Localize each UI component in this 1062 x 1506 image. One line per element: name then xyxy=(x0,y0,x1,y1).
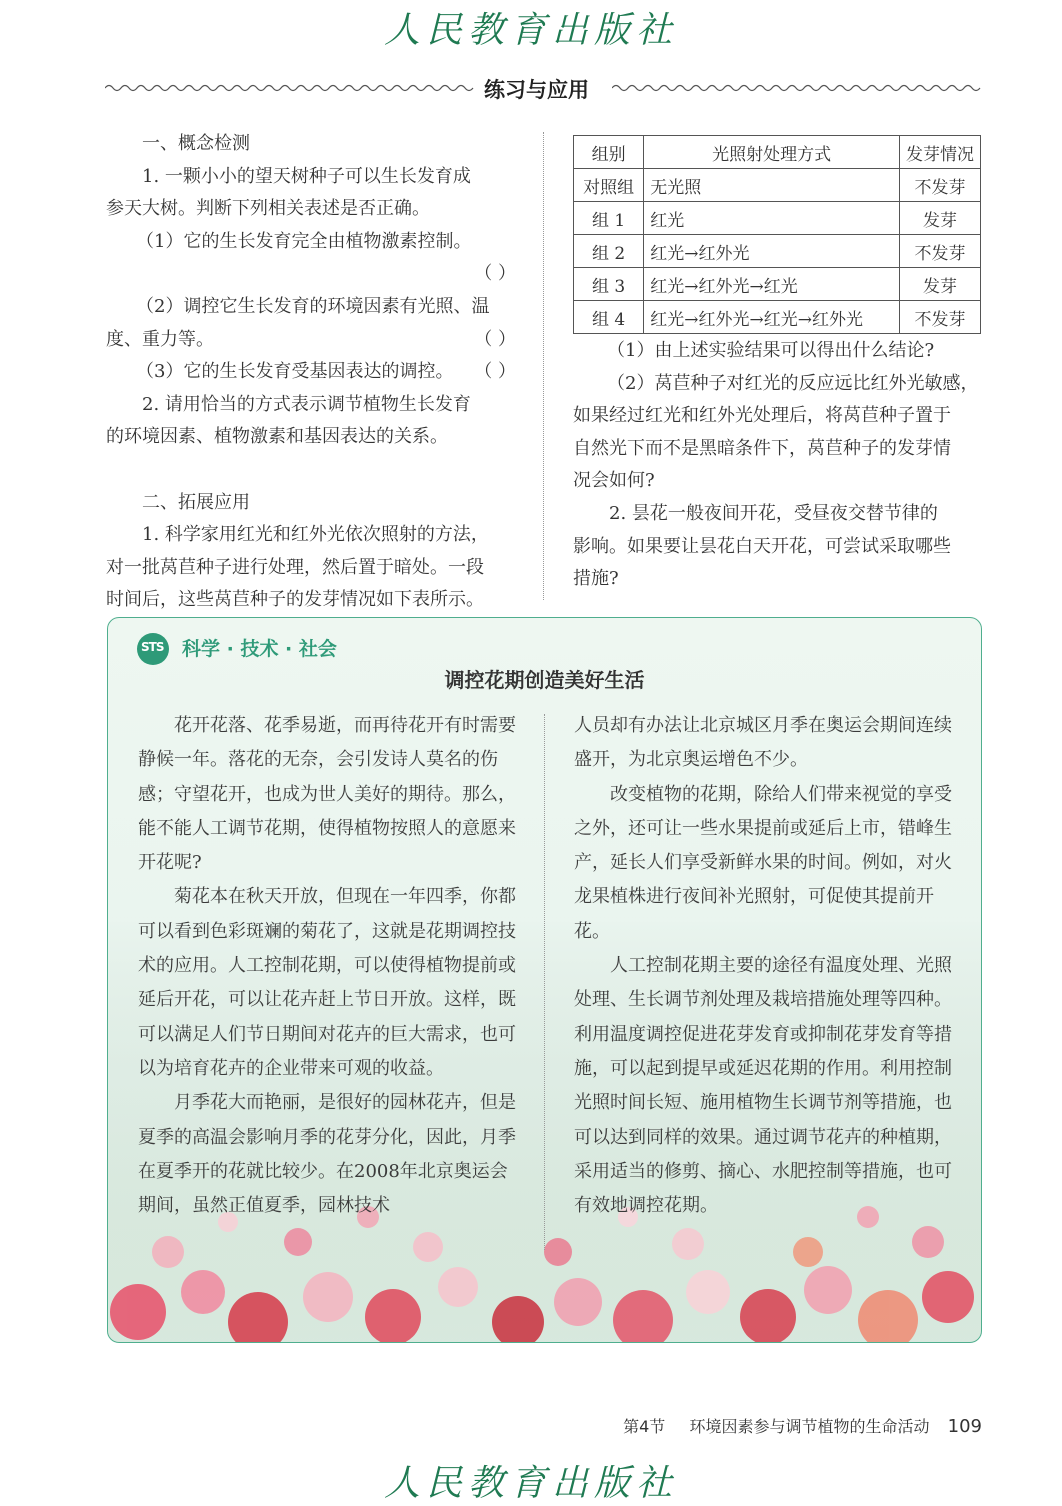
header-group: 组别 xyxy=(574,136,644,169)
wavy-rule-right xyxy=(612,82,982,94)
q1-b-line2 xyxy=(106,324,516,357)
cell-group: 组 4 xyxy=(574,301,644,334)
p2-q1-line3: 时间后，这些莴苣种子的发芽情况如下表所示。 xyxy=(106,589,484,611)
q1-c-text: （3）它的生长发育受基因表达的调控。 xyxy=(136,361,454,383)
spacer xyxy=(106,454,516,487)
q1-2-line4: 况会如何? xyxy=(573,470,655,492)
q2-line2: 影响。如果要让昙花白天开花，可尝试采取哪些 xyxy=(573,535,951,557)
p2-q1-line2: 对一批莴苣种子进行处理，然后置于暗处。一段 xyxy=(106,556,484,578)
sts-paragraph: 花开花落、花季易逝，而再待花开有时需要静候一年。落花的无奈，会引发诗人莫名的伤感；守望花开，也成为世人美好的期待。那么，能不能人工调节花期，使得植物按照人的意愿来开花呢? xyxy=(138,715,516,874)
cell-light: 红光→红外光 xyxy=(644,235,900,268)
table-row xyxy=(574,169,981,202)
q1-line2: 参天大树。判断下列相关表述是否正确。 xyxy=(106,198,430,220)
header-germination: 发芽情况 xyxy=(899,136,980,169)
table-row xyxy=(574,268,981,301)
wavy-rule-left xyxy=(105,82,475,94)
sts-paragraph: 菊花本在秋天开放，但现在一年四季，你都可以看到色彩斑斓的菊花了，这就是花期调控技术的应用。人工控制花期，可以使得植物提前或延后开花，可以让花卉赶上节日开放。这样，既可以满足人们节日期间对花卉的巨大需求，也可以为培育花卉的企业带来可观的收益。 xyxy=(138,886,516,1079)
footer-title: 环境因素参与调节植物的生命活动 xyxy=(689,1417,930,1436)
table-header-row xyxy=(574,136,981,169)
q2-line2: 的环境因素、植物激素和基因表达的关系。 xyxy=(106,426,448,448)
cell-result: 不发芽 xyxy=(899,301,980,334)
section-heading: 练习与应用 xyxy=(484,78,589,102)
q1-b-line1: （2）调控它生长发育的环境因素有光照、温 xyxy=(136,295,490,317)
publisher-logo-bottom: 人民教育出版社 xyxy=(383,1463,678,1504)
cell-light: 红光→红外光→红光 xyxy=(644,268,900,301)
sts-label: 科学 · 技术 · 社会 xyxy=(182,638,337,660)
q1-c-line xyxy=(106,356,516,389)
page-footer xyxy=(623,1414,982,1437)
sts-left-column xyxy=(138,709,516,1223)
part1-heading: 一、概念检测 xyxy=(142,133,250,154)
sts-paragraph: 月季花大而艳丽，是很好的园林花卉，但是夏季的高温会影响月季的花芽分化，因此，月季在夏季开的花就比较少。在2008年北京奥运会期间，虽然正值夏季，园林技术 xyxy=(138,1092,516,1217)
part2-heading: 二、拓展应用 xyxy=(142,491,250,513)
q1-a: （1）它的生长发育完全由植物激素控制。 xyxy=(136,230,472,252)
publisher-logo: 人民教育出版社 xyxy=(383,10,678,51)
answer-paren[interactable]: （ ） xyxy=(474,328,516,350)
cell-result: 发芽 xyxy=(899,268,980,301)
cell-light: 红光→红外光→红光→红外光 xyxy=(644,301,900,334)
answer-paren[interactable]: （ ） xyxy=(474,361,516,383)
table-row xyxy=(574,301,981,334)
q2-line1: 2. 昙花一般夜间开花，受昼夜交替节律的 xyxy=(609,502,938,524)
sts-icon-text: STS xyxy=(141,640,164,654)
q1-1: （1）由上述实验结果可以得出什么结论? xyxy=(607,340,935,361)
footer-section: 第4节 xyxy=(623,1417,666,1436)
cell-result: 不发芽 xyxy=(899,235,980,268)
sts-right-column xyxy=(574,709,952,1223)
q1-line1: 1. 一颗小小的望天树种子可以生长发育成 xyxy=(142,165,471,187)
q1-2-line2: 如果经过红光和红外光处理后，将莴苣种子置于 xyxy=(573,405,951,427)
cell-result: 不发芽 xyxy=(899,169,980,202)
cell-group: 对照组 xyxy=(574,169,644,202)
q1-2-line1: （2）莴苣种子对红光的反应远比红外光敏感， xyxy=(607,372,979,394)
q2-line1: 2. 请用恰当的方式表示调节植物生长发育 xyxy=(142,393,471,415)
cell-result: 发芽 xyxy=(899,202,980,235)
sts-title: 调控花期创造美好生活 xyxy=(444,668,645,692)
answer-paren[interactable]: （ ） xyxy=(474,263,516,285)
page-number: 109 xyxy=(947,1416,982,1437)
cell-light: 无光照 xyxy=(644,169,900,202)
sts-column-divider xyxy=(544,714,545,1250)
table-row xyxy=(574,235,981,268)
sts-paragraph: 人员却有办法让北京城区月季在奥运会期间连续盛开，为北京奥运增色不少。 xyxy=(574,715,952,771)
q1-2-line3: 自然光下而不是黑暗条件下，莴苣种子的发芽情 xyxy=(573,437,951,459)
cell-light: 红光 xyxy=(644,202,900,235)
left-exercises xyxy=(106,128,516,617)
q1-a-paren-line xyxy=(106,258,516,291)
right-questions xyxy=(573,335,983,596)
sts-box xyxy=(107,617,982,1343)
q1-b-text: 度、重力等。 xyxy=(106,328,214,350)
experiment-table xyxy=(573,135,981,334)
cell-group: 组 2 xyxy=(574,235,644,268)
cell-group: 组 1 xyxy=(574,202,644,235)
header-light: 光照射处理方式 xyxy=(644,136,900,169)
cell-group: 组 3 xyxy=(574,268,644,301)
q2-line3: 措施? xyxy=(573,568,619,590)
table-row xyxy=(574,202,981,235)
sts-paragraph: 改变植物的花期，除给人们带来视觉的享受之外，还可让一些水果提前或延后上市，错峰生产，延长人们享受新鲜水果的时间。例如，对火龙果植株进行夜间补光照射，可促使其提前开花。 xyxy=(574,783,952,942)
p2-q1-line1: 1. 科学家用红光和红外光依次照射的方法， xyxy=(142,524,489,546)
sts-paragraph: 人工控制花期主要的途径有温度处理、光照处理、生长调节剂处理及栽培措施处理等四种。利用温度调控促进花芽发育或抑制花芽发育等措施，可以起到提早或延迟花期的作用。利用控制光照时间长短、施用植物生长调节剂等措施，也可以达到同样的效果。通过调节花卉的种植期，采用适当的修剪、摘心、水肥控制等措施，也可有效地调控花期。 xyxy=(574,955,952,1217)
column-divider xyxy=(543,132,544,600)
